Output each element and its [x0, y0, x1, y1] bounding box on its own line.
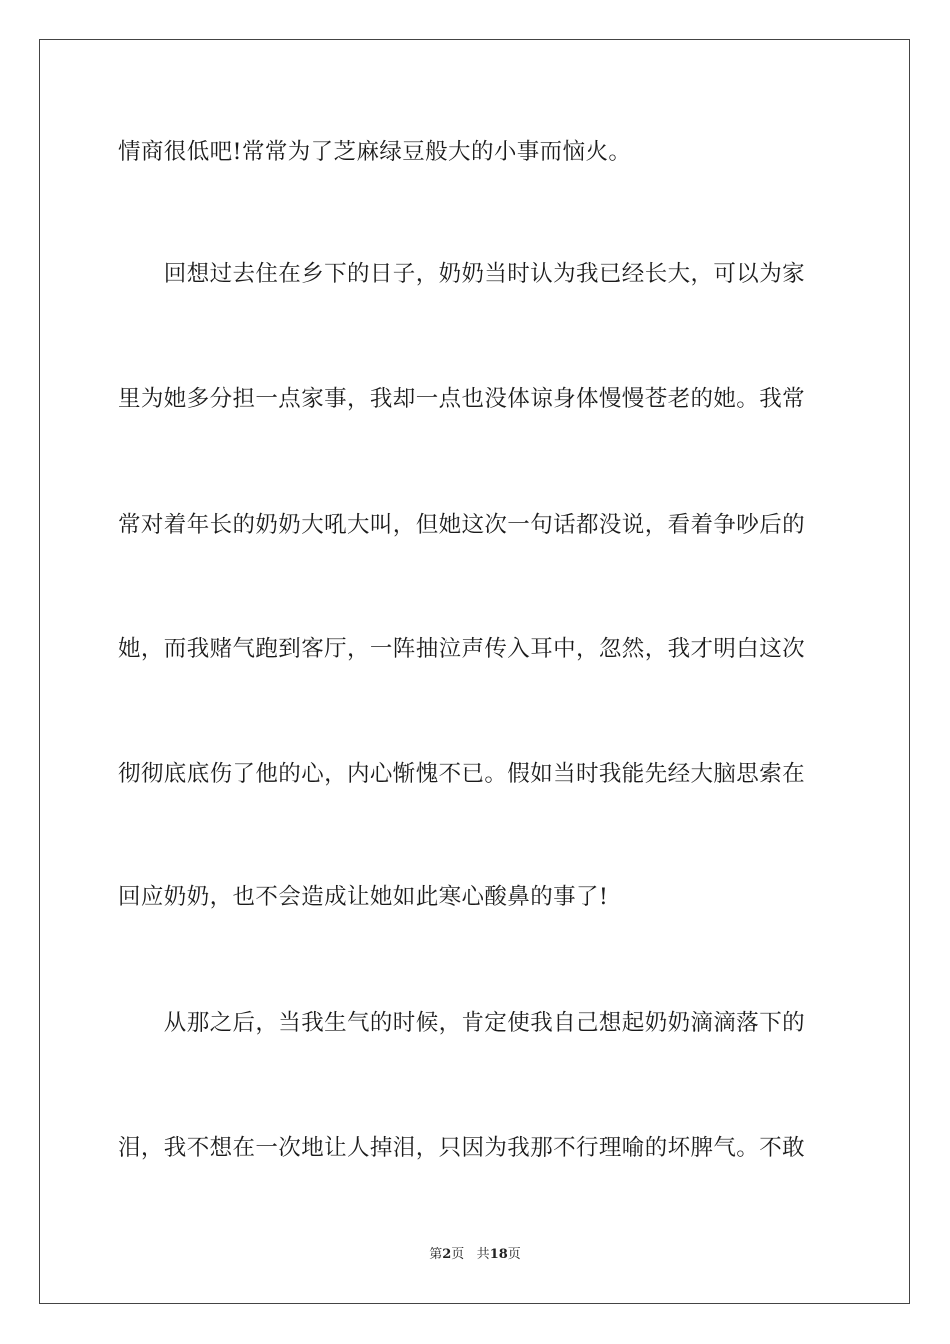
text-line-2: 回想过去住在乡下的日子，奶奶当时认为我已经长大，可以为家 — [118, 261, 806, 287]
text-line-3: 里为她多分担一点家事，我却一点也没体谅身体慢慢苍老的她。我常 — [118, 386, 806, 412]
page-footer — [0, 1246, 950, 1264]
text-line-9: 泪，我不想在一次地让人掉泪，只因为我那不行理喻的坏脾气。不敢 — [118, 1135, 806, 1161]
footer-total-prefix: 共 — [476, 1247, 490, 1262]
text-line-6: 彻彻底底伤了他的心，内心惭愧不已。假如当时我能先经大脑思索在 — [118, 761, 806, 787]
footer-page-number: 2 — [442, 1247, 452, 1262]
text-line-7: 回应奶奶，也不会造成让她如此寒心酸鼻的事了! — [118, 884, 609, 910]
text-line-5: 她，而我赌气跑到客厅，一阵抽泣声传入耳中，忽然，我才明白这次 — [118, 636, 806, 662]
text-line-1: 情商很低吧!常常为了芝麻绿豆般大的小事而恼火。 — [118, 139, 632, 165]
text-line-8: 从那之后，当我生气的时候，肯定使我自己想起奶奶滴滴落下的 — [118, 1010, 806, 1036]
page-border — [39, 39, 910, 1304]
footer-total-number: 18 — [489, 1247, 508, 1262]
text-line-4: 常对着年长的奶奶大吼大叫，但她这次一句话都没说，看着争吵后的 — [118, 512, 806, 538]
footer-total-suffix: 页 — [507, 1247, 521, 1262]
footer-page-suffix: 页 — [451, 1247, 465, 1262]
footer-page-prefix: 第 — [429, 1247, 443, 1262]
